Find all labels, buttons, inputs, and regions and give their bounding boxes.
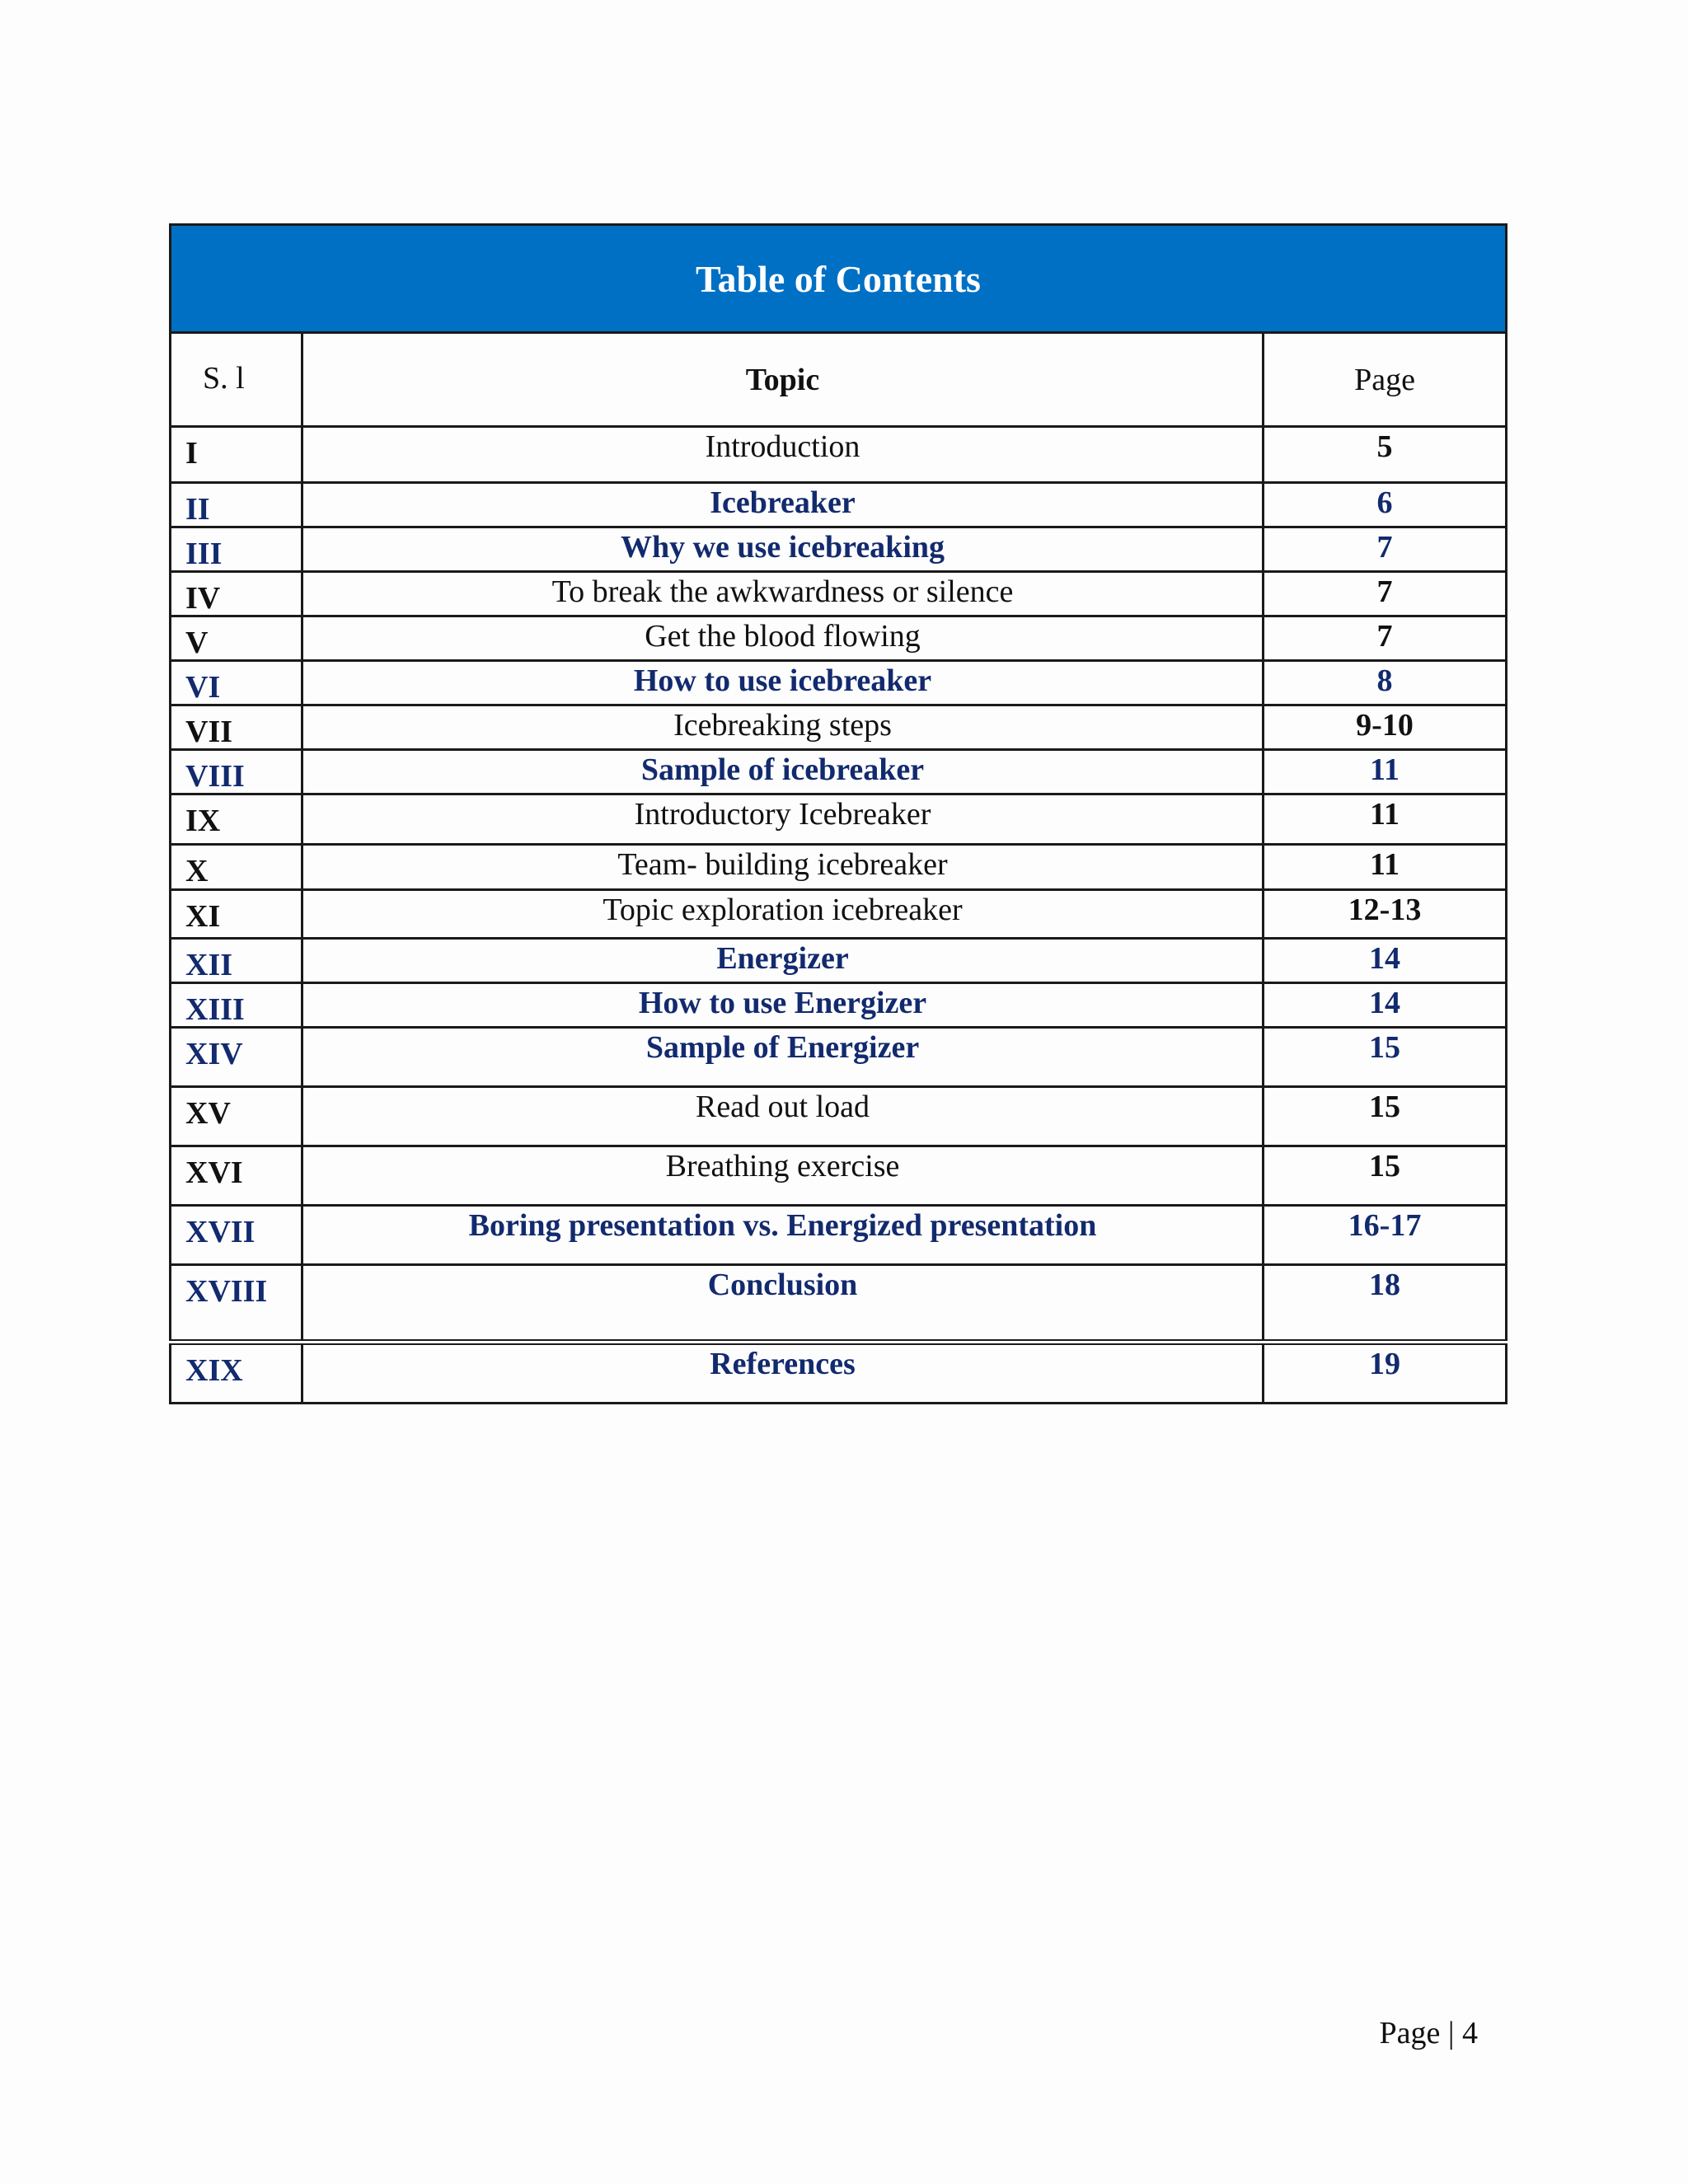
toc-topic-cell: Introduction — [302, 427, 1264, 483]
table-of-contents — [169, 223, 1507, 1404]
table-row — [171, 939, 1507, 983]
toc-serial-cell: VIII — [171, 750, 302, 794]
toc-page-cell: 15 — [1264, 1146, 1507, 1206]
toc-topic-cell: Introductory Icebreaker — [302, 794, 1264, 845]
toc-page-cell: 8 — [1264, 661, 1507, 705]
toc-page-cell: 16-17 — [1264, 1206, 1507, 1265]
header-page: Page — [1264, 333, 1507, 427]
toc-page-cell: 7 — [1264, 572, 1507, 616]
toc-page-cell: 7 — [1264, 527, 1507, 572]
toc-page-cell: 12-13 — [1264, 890, 1507, 939]
toc-page-cell: 19 — [1264, 1343, 1507, 1404]
toc-topic-cell: Icebreaking steps — [302, 705, 1264, 750]
toc-page-cell: 15 — [1264, 1028, 1507, 1087]
toc-page-cell: 11 — [1264, 750, 1507, 794]
toc-serial-cell: VII — [171, 705, 302, 750]
page-number: Page | 4 — [1379, 2016, 1478, 2050]
table-row — [171, 1087, 1507, 1146]
table-row — [171, 983, 1507, 1028]
toc-header-row — [171, 333, 1507, 427]
toc-serial-cell: XIII — [171, 983, 302, 1028]
toc-serial-cell: I — [171, 427, 302, 483]
table-row — [171, 483, 1507, 527]
table-row — [171, 845, 1507, 890]
toc-serial-cell: V — [171, 616, 302, 661]
toc-serial-cell: II — [171, 483, 302, 527]
toc-topic-cell: References — [302, 1343, 1264, 1404]
toc-topic-cell: Icebreaker — [302, 483, 1264, 527]
toc-serial-cell: IX — [171, 794, 302, 845]
toc-page-cell: 14 — [1264, 939, 1507, 983]
table-row — [171, 1265, 1507, 1343]
toc-serial-cell: XIV — [171, 1028, 302, 1087]
toc-serial-cell: IV — [171, 572, 302, 616]
table-row — [171, 1146, 1507, 1206]
table-row — [171, 572, 1507, 616]
toc-title: Table of Contents — [171, 225, 1507, 333]
toc-page-cell: 11 — [1264, 845, 1507, 890]
table-row — [171, 527, 1507, 572]
toc-serial-cell: XI — [171, 890, 302, 939]
toc-page-cell: 6 — [1264, 483, 1507, 527]
toc-page-cell: 15 — [1264, 1087, 1507, 1146]
toc-serial-cell: XVII — [171, 1206, 302, 1265]
toc-topic-cell: How to use icebreaker — [302, 661, 1264, 705]
toc-serial-cell: XV — [171, 1087, 302, 1146]
toc-topic-cell: Boring presentation vs. Energized presentation — [302, 1206, 1264, 1265]
toc-topic-cell: Read out load — [302, 1087, 1264, 1146]
toc-topic-cell: Breathing exercise — [302, 1146, 1264, 1206]
table-row — [171, 705, 1507, 750]
toc-serial-cell: XVI — [171, 1146, 302, 1206]
toc-serial-cell: III — [171, 527, 302, 572]
table-row — [171, 750, 1507, 794]
table-row — [171, 427, 1507, 483]
toc-page-cell: 9-10 — [1264, 705, 1507, 750]
table-row — [171, 661, 1507, 705]
toc-topic-cell: Conclusion — [302, 1265, 1264, 1343]
toc-topic-cell: Sample of icebreaker — [302, 750, 1264, 794]
header-serial: S. l — [171, 333, 302, 427]
toc-serial-cell: XIX — [171, 1343, 302, 1404]
header-topic: Topic — [302, 333, 1264, 427]
toc-page-cell: 14 — [1264, 983, 1507, 1028]
toc-page-cell: 7 — [1264, 616, 1507, 661]
toc-serial-cell: XVIII — [171, 1265, 302, 1343]
toc-topic-cell: Sample of Energizer — [302, 1028, 1264, 1087]
toc-page-cell: 11 — [1264, 794, 1507, 845]
table-row — [171, 616, 1507, 661]
table-row — [171, 1206, 1507, 1265]
table-row — [171, 1343, 1507, 1404]
table-row — [171, 794, 1507, 845]
toc-page-cell: 5 — [1264, 427, 1507, 483]
toc-serial-cell: X — [171, 845, 302, 890]
toc-serial-cell: XII — [171, 939, 302, 983]
table-row — [171, 1028, 1507, 1087]
toc-topic-cell: Get the blood flowing — [302, 616, 1264, 661]
toc-topic-cell: Energizer — [302, 939, 1264, 983]
toc-topic-cell: Topic exploration icebreaker — [302, 890, 1264, 939]
table-row — [171, 890, 1507, 939]
toc-topic-cell: To break the awkwardness or silence — [302, 572, 1264, 616]
toc-topic-cell: Team- building icebreaker — [302, 845, 1264, 890]
toc-topic-cell: How to use Energizer — [302, 983, 1264, 1028]
toc-page-cell: 18 — [1264, 1265, 1507, 1343]
toc-topic-cell: Why we use icebreaking — [302, 527, 1264, 572]
toc-serial-cell: VI — [171, 661, 302, 705]
